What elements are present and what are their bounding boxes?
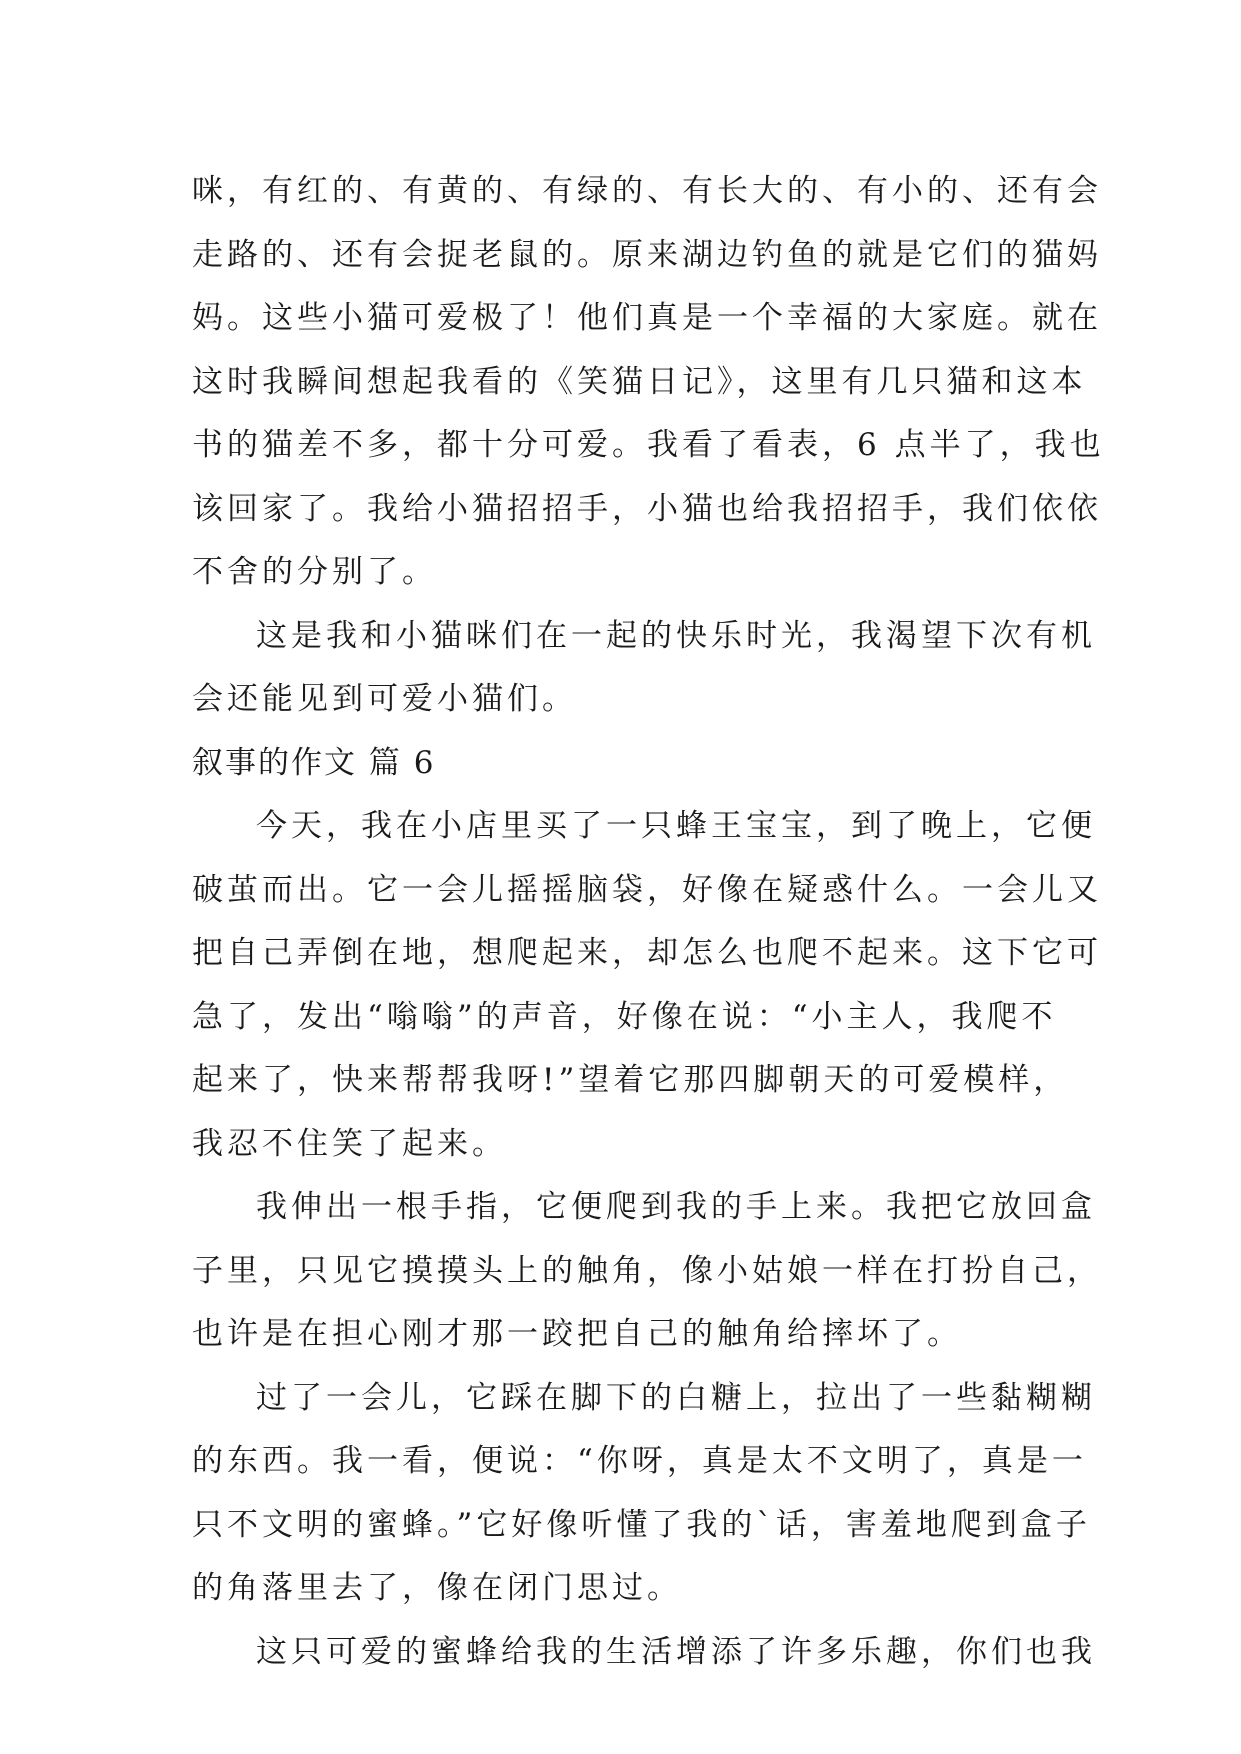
paragraph-line: 这时我瞬间想起我看的《笑猫日记》，这里有几只猫和这本: [192, 363, 1087, 400]
paragraph-line: 的东西。我一看，便说：“你呀，真是太不文明了，真是一: [192, 1443, 1087, 1479]
paragraph-line: 只不文明的蜜蜂。”它好像听懂了我的`话，害羞地爬到盒子: [192, 1506, 1091, 1543]
paragraph-line: 急了，发出“嗡嗡”的声音，好像在说：“小主人，我爬不: [192, 998, 1057, 1035]
paragraph-line: 会还能见到可爱小猫们。: [192, 681, 577, 717]
section-heading: 叙事的作文 篇 6: [192, 744, 436, 781]
paragraph-line: 我忍不住笑了起来。: [192, 1125, 507, 1162]
paragraph-line: 这只可爱的蜜蜂给我的生活增添了许多乐趣，你们也我: [256, 1633, 1096, 1670]
paragraph-line: 今天，我在小店里买了一只蜂王宝宝，到了晚上，它便: [256, 808, 1096, 844]
paragraph-line: 的角落里去了，像在闭门思过。: [192, 1570, 682, 1606]
paragraph-line: 子里，只见它摸摸头上的触角，像小姑娘一样在打扮自己，: [192, 1252, 1102, 1289]
article-body: [192, 160, 1105, 1684]
paragraph-line: 走路的、还有会捉老鼠的。原来湖边钓鱼的就是它们的猫妈: [192, 236, 1102, 273]
paragraph-line: 破茧而出。它一会儿摇摇脑袋，好像在疑惑什么。一会儿又: [192, 871, 1102, 908]
paragraph-line: 也许是在担心刚才那一跤把自己的触角给摔坏了。: [192, 1316, 962, 1352]
paragraph-line: 起来了，快来帮帮我呀!”望着它那四脚朝天的可爱模样，: [192, 1062, 1069, 1098]
paragraph-line: 这是我和小猫咪们在一起的快乐时光，我渴望下次有机: [256, 617, 1096, 654]
paragraph-line: 我伸出一根手指，它便爬到我的手上来。我把它放回盒: [256, 1189, 1096, 1225]
paragraph-line: 不舍的分别了。: [192, 554, 437, 590]
paragraph-line: 该回家了。我给小猫招招手，小猫也给我招招手，我们依依: [192, 490, 1102, 527]
paragraph-line: 过了一会儿，它踩在脚下的白糖上，拉出了一些黏糊糊: [256, 1379, 1096, 1416]
paragraph-line: 妈。这些小猫可爱极了！他们真是一个幸福的大家庭。就在: [192, 300, 1102, 336]
paragraph-line: 书的猫差不多，都十分可爱。我看了看表，6 点半了，我也: [192, 427, 1105, 463]
paragraph-line: 把自己弄倒在地，想爬起来，却怎么也爬不起来。这下它可: [192, 935, 1102, 971]
paragraph-line: 咪，有红的、有黄的、有绿的、有长大的、有小的、还有会: [192, 173, 1102, 209]
